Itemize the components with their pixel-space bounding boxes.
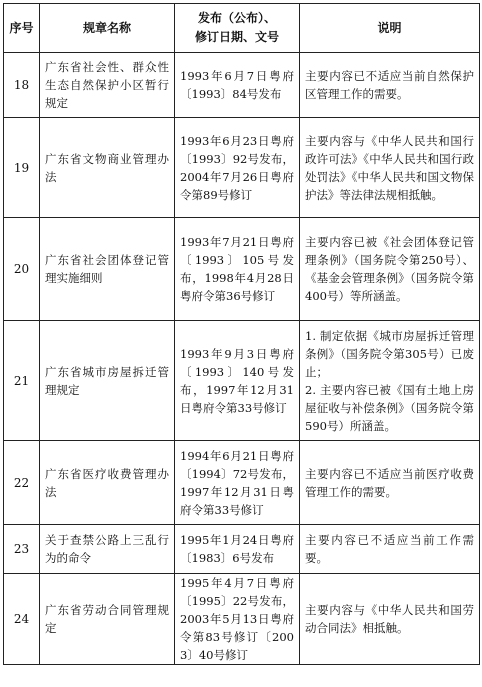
row-description-item-1: 1. 制定依据《城市房屋拆迁管理条例》（国务院令第305号）已废止； (305, 328, 474, 379)
row-serial-number: 24 (4, 574, 40, 665)
row-regulation-name: 广东省文物商业管理办法 (40, 118, 175, 218)
row-issue-date: 1993年9月3日粤府〔1993〕140号发布，1997年12月31日粤府令第33号修订 (175, 321, 300, 441)
row-regulation-name: 广东省社会性、群众性生态自然保护小区暂行规定 (40, 53, 175, 118)
header-issue-date (175, 4, 300, 53)
row-description: 主要内容已不适应当前工作需要。 (300, 525, 480, 574)
header-serial-number: 序号 (4, 4, 40, 53)
row-serial-number: 20 (4, 218, 40, 321)
row-serial-number: 22 (4, 441, 40, 525)
row-issue-date: 1993年6月23日粤府〔1993〕92号发布，2004年7月26日粤府令第89号修订 (175, 118, 300, 218)
row-description: 主要内容已被《社会团体登记管理条例》（国务院令第250号）、《基金会管理条例》（国务院令第400号）等所涵盖。 (300, 218, 480, 321)
row-regulation-name: 关于查禁公路上三乱行为的命令 (40, 525, 175, 574)
table-row (4, 441, 480, 525)
row-regulation-name: 广东省劳动合同管理规定 (40, 574, 175, 665)
table-row (4, 321, 480, 441)
row-regulation-name: 广东省社会团体登记管理实施细则 (40, 218, 175, 321)
row-serial-number: 18 (4, 53, 40, 118)
table-row (4, 53, 480, 118)
row-description: 主要内容与《中华人民共和国劳动合同法》相抵触。 (300, 574, 480, 665)
row-issue-date: 1994年6月21日粤府〔1994〕72号发布，1997年12月31日粤府令第33号修订 (175, 441, 300, 525)
table-row (4, 218, 480, 321)
row-description: 主要内容已不适应当前医疗收费管理工作的需要。 (300, 441, 480, 525)
row-description: 主要内容与《中华人民共和国行政许可法》《中华人民共和国行政处罚法》《中华人民共和国文物保护法》等法律法规相抵触。 (300, 118, 480, 218)
table-row (4, 118, 480, 218)
row-issue-date: 1993年7月21日粤府〔1993〕105号发布，1998年4月28日粤府令第36号修订 (175, 218, 300, 321)
table-row (4, 525, 480, 574)
row-issue-date: 1995年1月24日粤府〔1983〕6号发布 (175, 525, 300, 574)
row-serial-number: 21 (4, 321, 40, 441)
row-description: 主要内容已不适应当前自然保护区管理工作的需要。 (300, 53, 480, 118)
table-row (4, 574, 480, 665)
row-issue-date: 1995年4月7日粤府〔1995〕22号发布，2003年5月13日粤府令第83号修订〔2003〕40号修订 (175, 574, 300, 665)
header-regulation-name: 规章名称 (40, 4, 175, 53)
regulations-table (3, 3, 480, 665)
row-description-item-2: 2. 主要内容已被《国有土地上房屋征收与补偿条例》（国务院令第590号）所涵盖。 (305, 382, 474, 433)
row-issue-date: 1993年6月7日粤府〔1993〕84号发布 (175, 53, 300, 118)
row-description (300, 321, 480, 441)
row-serial-number: 23 (4, 525, 40, 574)
header-issue-date-line1: 发布（公布）、 (197, 11, 276, 25)
header-issue-date-line2: 修订日期、文号 (194, 30, 279, 44)
header-description: 说明 (300, 4, 480, 53)
row-regulation-name: 广东省城市房屋拆迁管理规定 (40, 321, 175, 441)
row-serial-number: 19 (4, 118, 40, 218)
table-header-row (4, 4, 480, 53)
row-regulation-name: 广东省医疗收费管理办法 (40, 441, 175, 525)
